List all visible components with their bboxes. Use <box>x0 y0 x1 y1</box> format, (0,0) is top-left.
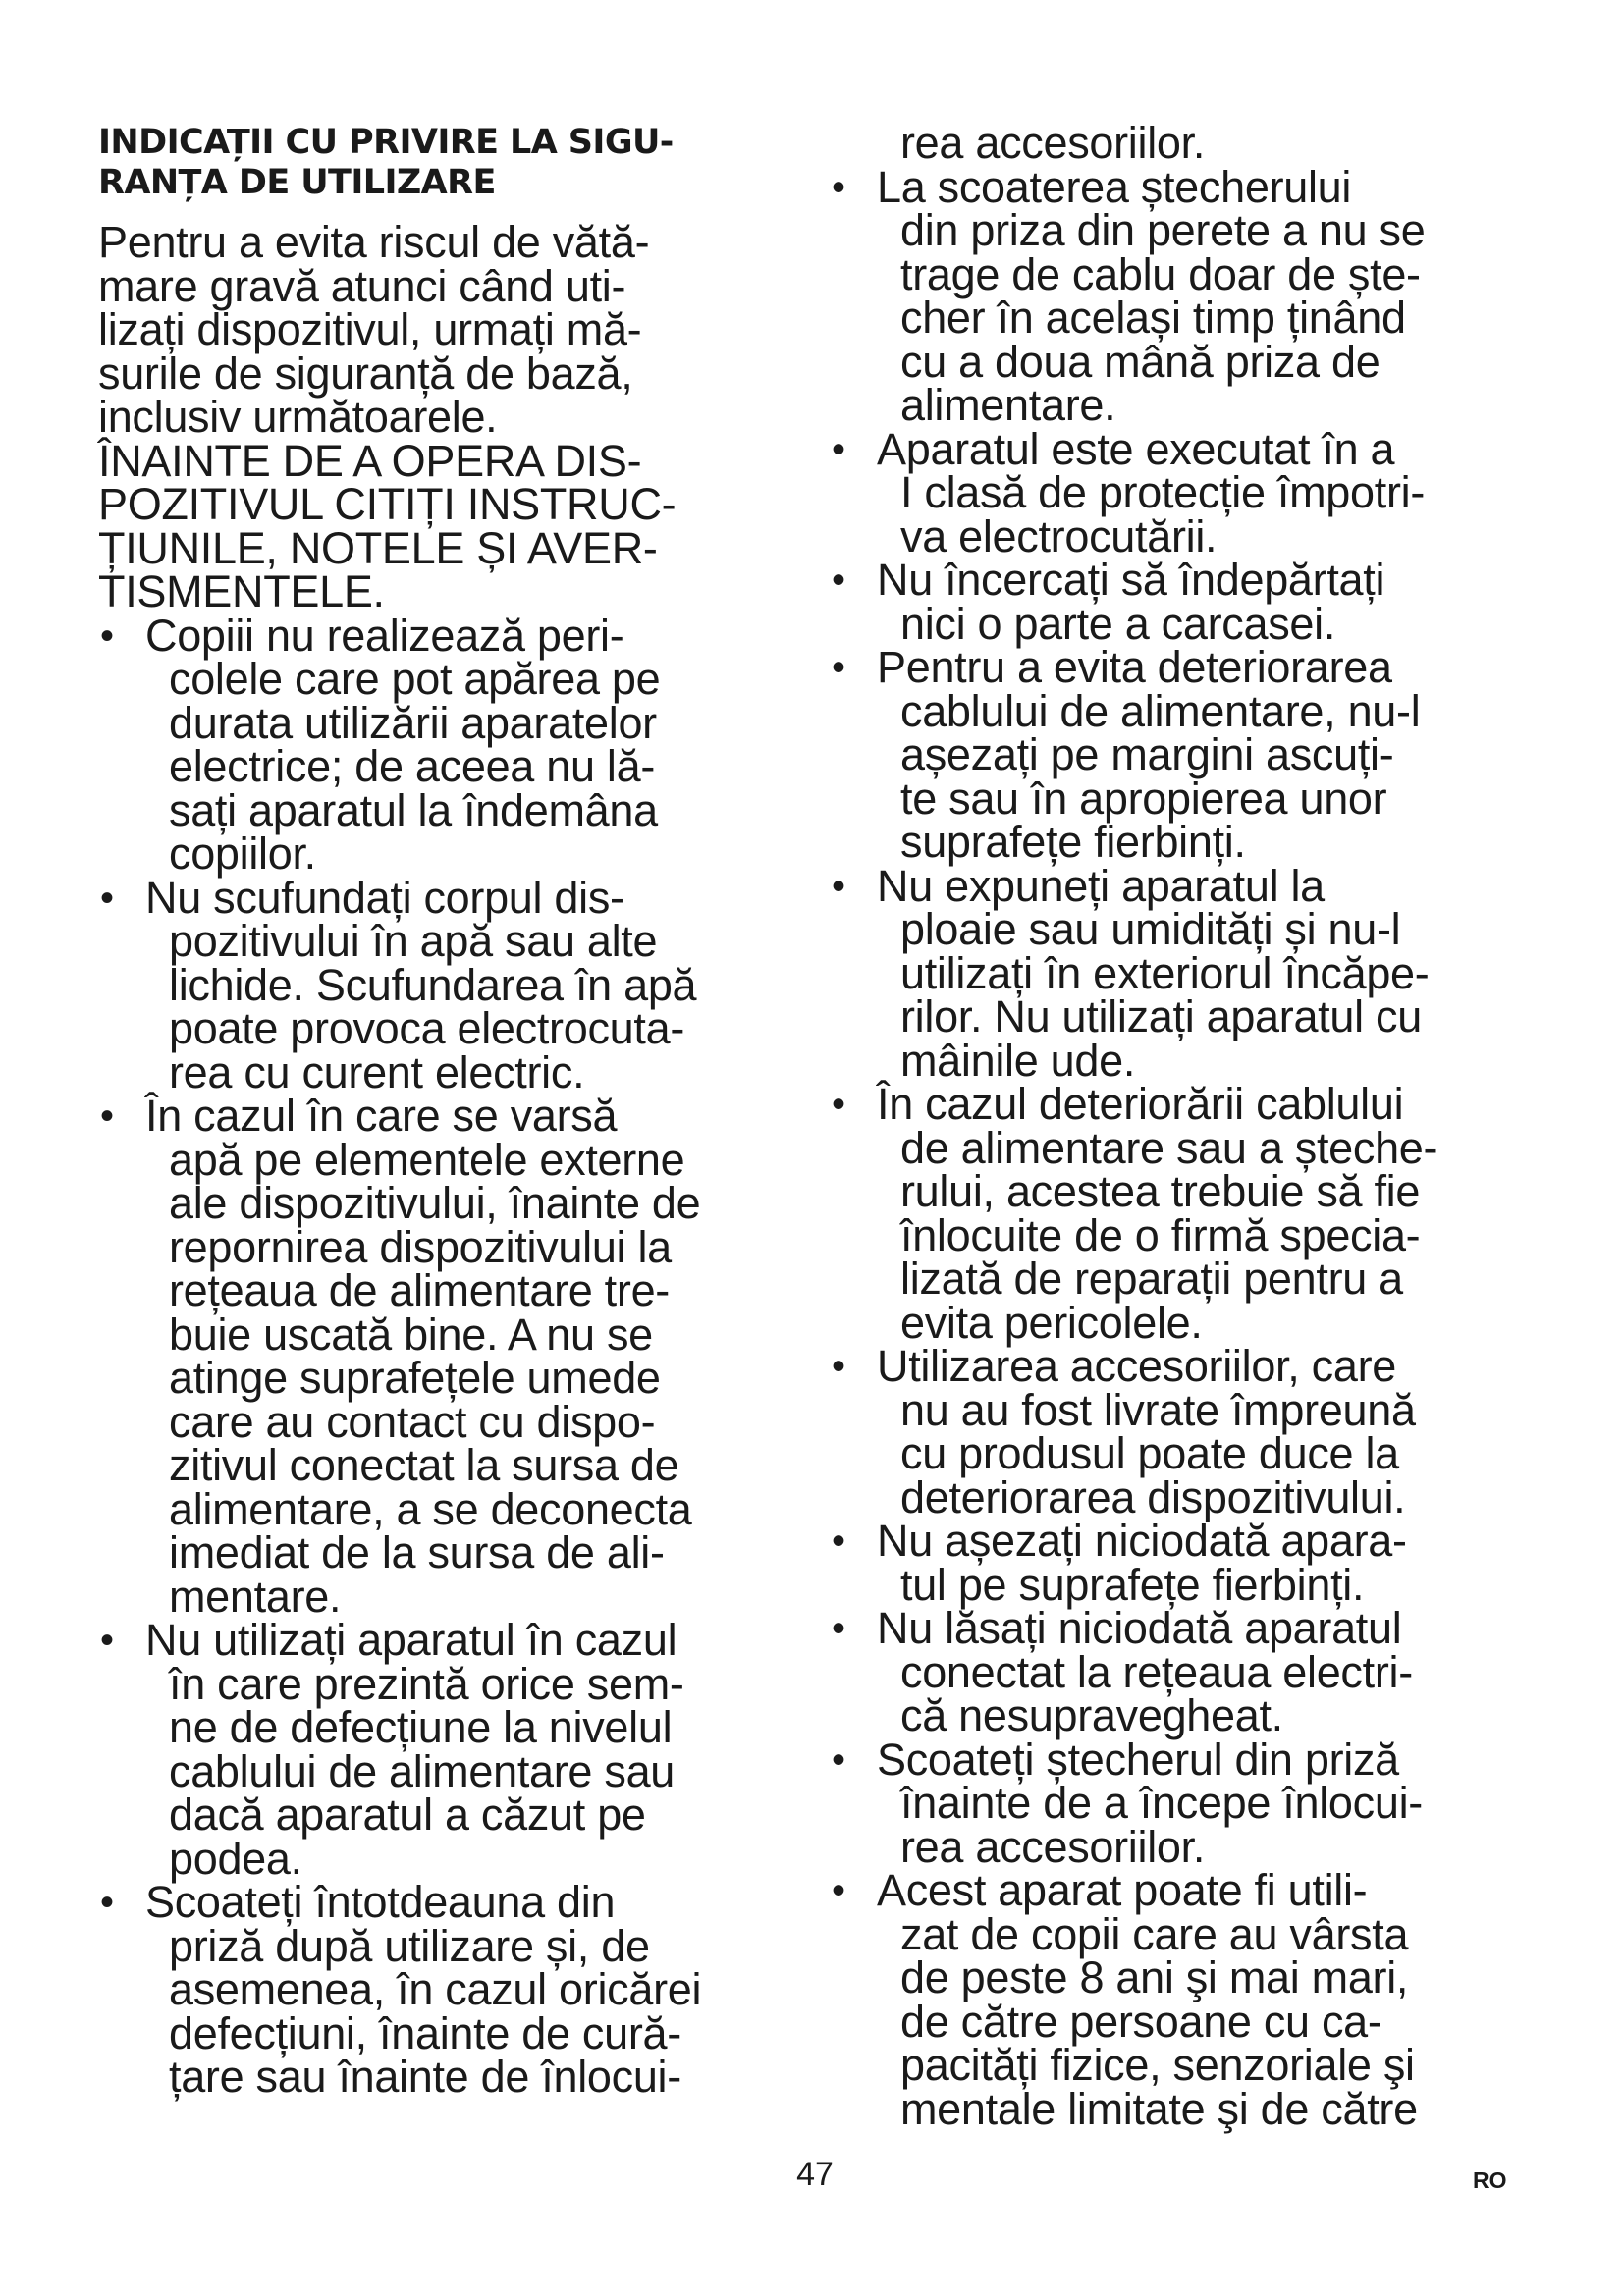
intro-line: mare gravă atunci când uti- <box>98 260 626 311</box>
bullet-line: apă pe elementele externe <box>169 1134 685 1185</box>
bullet-dot-icon: • <box>832 1345 845 1388</box>
warning-line: ÎNAINTE DE A OPERA DIS- <box>98 435 642 486</box>
bullet-line: Nu utilizați aparatul în cazul <box>145 1615 677 1665</box>
bullet-line: cu a doua mână priza de <box>900 336 1380 387</box>
bullet-line: cablului de alimentare, nu-l <box>900 685 1421 736</box>
heading-line: RANȚA DE UTILIZARE <box>98 163 496 202</box>
section-heading <box>98 123 785 203</box>
safety-bullet-item <box>830 1341 1532 1522</box>
bullet-line: țare sau înainte de înlocui- <box>169 2052 681 2102</box>
bullet-line: priză după utilizare și, de <box>169 1920 650 1971</box>
bullet-dot-icon: • <box>100 614 114 658</box>
bullet-line: alimentare. <box>900 380 1116 430</box>
safety-bullet-item <box>830 423 1532 561</box>
bullet-dot-icon: • <box>832 1520 845 1563</box>
safety-bullet-item <box>830 1865 1532 2134</box>
bullet-line: ploaie sau umidități și nu-l <box>900 904 1401 954</box>
safety-bullet-item <box>98 872 805 1097</box>
bullet-dot-icon: • <box>100 1619 114 1662</box>
bullet-line: că nesupravegheat. <box>900 1690 1283 1740</box>
bullet-line: rea cu curent electric. <box>169 1046 585 1097</box>
bullet-line: sați aparatul la îndemâna <box>169 784 658 835</box>
bullet-line: conectat la rețeaua electri- <box>900 1646 1413 1697</box>
intro-line: lizați dispozitivul, urmați mă- <box>98 304 642 354</box>
bullet-line: Scoateți întotdeauna din <box>145 1877 616 1927</box>
safety-bullet-item <box>830 1603 1532 1740</box>
bullet-line: deteriorarea dispozitivului. <box>900 1471 1406 1522</box>
bullet-line: buie uscată bine. A nu se <box>169 1308 653 1360</box>
bullet-line: repornirea dispozitivului la <box>169 1221 672 1272</box>
heading-line: INDICAȚII CU PRIVIRE LA SIGU- <box>98 123 674 162</box>
bullet-line: Aparatul este executat în a <box>877 423 1395 474</box>
bullet-line: rea accesoriilor. <box>900 1821 1206 1872</box>
bullet-line: durata utilizării aparatelor <box>169 697 657 748</box>
bullet-dot-icon: • <box>832 1869 845 1912</box>
bullet-line: Scoateți ștecherul din priză <box>877 1734 1399 1785</box>
bullet-line: te sau în apropierea unor <box>900 773 1387 824</box>
bullet-line: cu produsul poate duce la <box>900 1428 1399 1478</box>
bullet-line: cablului de alimentare sau <box>169 1745 676 1796</box>
bullet-line: de către persoane cu ca- <box>900 1996 1382 2047</box>
bullet-line: În cazul deteriorării cablului <box>877 1079 1404 1129</box>
warning-line: POZITIVUL CITIȚI INSTRUC- <box>98 479 677 529</box>
bullet-line: înainte de a începe înlocui- <box>900 1778 1423 1828</box>
right-column <box>830 118 1532 2134</box>
bullet-line: Nu expuneți aparatul la <box>877 860 1325 911</box>
bullet-dot-icon: • <box>832 165 845 209</box>
bullet-line: Nu așezați niciodată apara- <box>877 1516 1407 1566</box>
bullet-line: așezați pe margini ascuți- <box>900 729 1394 779</box>
intro-line: inclusiv următoarele. <box>98 392 498 442</box>
intro-line: surile de siguranță de bază, <box>98 347 633 399</box>
safety-bullet-item <box>830 860 1532 1086</box>
bullet-line: electrice; de aceea nu lă- <box>169 741 656 791</box>
bullet-dot-icon: • <box>832 1083 845 1126</box>
bullet-line: poate provoca electrocuta- <box>169 1003 685 1053</box>
bullet-line: La scoaterea ștecherului <box>877 161 1352 212</box>
bullet-dot-icon: • <box>832 1607 845 1650</box>
safety-bullet-item <box>830 161 1532 430</box>
bullet-line: rului, acestea trebuie să fie <box>900 1166 1421 1216</box>
safety-bullet-item <box>98 1091 805 1622</box>
bullet-dot-icon: • <box>832 1737 845 1782</box>
bullet-line: pacități fizice, senzoriale şi <box>900 2040 1415 2090</box>
bullet-line: mâinile ude. <box>900 1035 1136 1086</box>
bullet-line: Nu încercați să îndepărtați <box>877 555 1385 605</box>
safety-bullet-item <box>98 1615 805 1884</box>
bullet-line: În cazul în care se varsă <box>145 1091 618 1141</box>
bullet-line: alimentare, a se deconecta <box>169 1483 692 1534</box>
warning-line: ȚIUNILE, NOTELE ȘI AVER- <box>98 522 658 573</box>
bullet-line: utilizați în exteriorul încăpe- <box>900 947 1430 998</box>
bullet-line: trage de cablu doar de ște- <box>900 248 1421 299</box>
bullet-line: mentale limitate şi de către <box>900 2083 1418 2134</box>
bullet-line: din priza din perete a nu se <box>900 205 1426 255</box>
bullet-line: lizată de reparații pentru a <box>900 1254 1403 1304</box>
bullet-line: lichide. Scufundarea în apă <box>169 959 697 1010</box>
bullet-dot-icon: • <box>832 646 845 689</box>
intro-line: Pentru a evita riscul de vătă- <box>98 217 650 267</box>
safety-bullet-item <box>98 610 805 879</box>
bullet-line: în care prezintă orice sem- <box>169 1658 684 1709</box>
bullet-line: ale dispozitivului, înainte de <box>169 1178 701 1228</box>
continued-text <box>830 118 1532 168</box>
bullet-line: ne de defecțiune la nivelul <box>169 1702 673 1752</box>
continued-line: rea accesoriilor. <box>900 118 1206 168</box>
page-number: 47 <box>796 2156 834 2193</box>
bullet-line: zitivul conectat la sursa de <box>169 1440 679 1490</box>
bullet-line: nici o parte a carcasei. <box>900 598 1336 649</box>
bullet-dot-icon: • <box>100 1095 114 1138</box>
bullet-line: rețeaua de alimentare tre- <box>169 1265 670 1315</box>
left-column <box>98 123 805 2100</box>
safety-bullet-item <box>830 1079 1532 1348</box>
bullet-line: Copiii nu realizează peri- <box>145 610 624 661</box>
bullet-line: Pentru a evita deteriorarea <box>877 642 1392 692</box>
bullet-line: pozitivului în apă sau alte <box>169 916 658 966</box>
right-bullet-list <box>830 161 1532 2134</box>
bullet-dot-icon: • <box>832 864 845 908</box>
bullet-line: rilor. Nu utilizați aparatul cu <box>900 991 1422 1041</box>
bullet-dot-icon: • <box>832 559 845 602</box>
bullet-line: evita pericolele. <box>900 1297 1203 1348</box>
intro-paragraph <box>98 217 805 442</box>
bullet-line: cher în același timp ținând <box>900 293 1406 343</box>
bullet-line: podea. <box>169 1833 302 1884</box>
bullet-line: Utilizarea accesoriilor, care <box>877 1341 1396 1391</box>
bullet-line: care au contact cu dispo- <box>169 1396 656 1447</box>
bullet-line: dacă aparatul a căzut pe <box>169 1789 646 1840</box>
bullet-line: colele care pot apărea pe <box>169 654 661 704</box>
safety-bullet-item <box>830 1516 1532 1610</box>
bullet-line: Nu scufundați corpul dis- <box>145 872 624 923</box>
bullet-line: de peste 8 ani şi mai mari, <box>900 1952 1409 2002</box>
bullet-line: de alimentare sau a șteche- <box>900 1122 1438 1173</box>
bullet-line: tul pe suprafețe fierbinți. <box>900 1559 1365 1610</box>
bullet-line: I clasă de protecție împotri- <box>900 467 1426 517</box>
left-bullet-list <box>98 610 805 2102</box>
bullet-line: atinge suprafețele umede <box>169 1353 661 1403</box>
safety-bullet-item <box>98 1877 805 2102</box>
bullet-dot-icon: • <box>100 1881 114 1924</box>
warning-line: TISMENTELE. <box>98 566 385 616</box>
bullet-line: asemenea, în cazul oricărei <box>169 1964 702 2014</box>
bullet-line: nu au fost livrate împreună <box>900 1384 1416 1435</box>
bullet-line: înlocuite de o firmă specia- <box>900 1209 1421 1260</box>
bullet-dot-icon: • <box>100 876 114 920</box>
safety-bullet-item <box>830 1734 1532 1872</box>
bullet-line: mentare. <box>169 1571 342 1622</box>
bullet-dot-icon: • <box>832 427 845 471</box>
bullet-line: Nu lăsați niciodată aparatul <box>877 1603 1402 1653</box>
bullet-line: zat de copii care au vârsta <box>900 1908 1409 1959</box>
warning-paragraph <box>98 435 805 616</box>
safety-bullet-item <box>830 642 1532 867</box>
bullet-line: suprafețe fierbinți. <box>900 817 1246 867</box>
bullet-line: imediat de la sursa de ali- <box>169 1527 665 1577</box>
bullet-line: defecțiuni, înainte de cură- <box>169 2007 681 2058</box>
language-code: RO <box>1473 2167 1507 2193</box>
safety-bullet-item <box>830 555 1532 649</box>
bullet-line: Acest aparat poate fi utili- <box>877 1865 1368 1915</box>
bullet-line: va electrocutării. <box>900 510 1218 561</box>
bullet-line: copiilor. <box>169 828 316 879</box>
